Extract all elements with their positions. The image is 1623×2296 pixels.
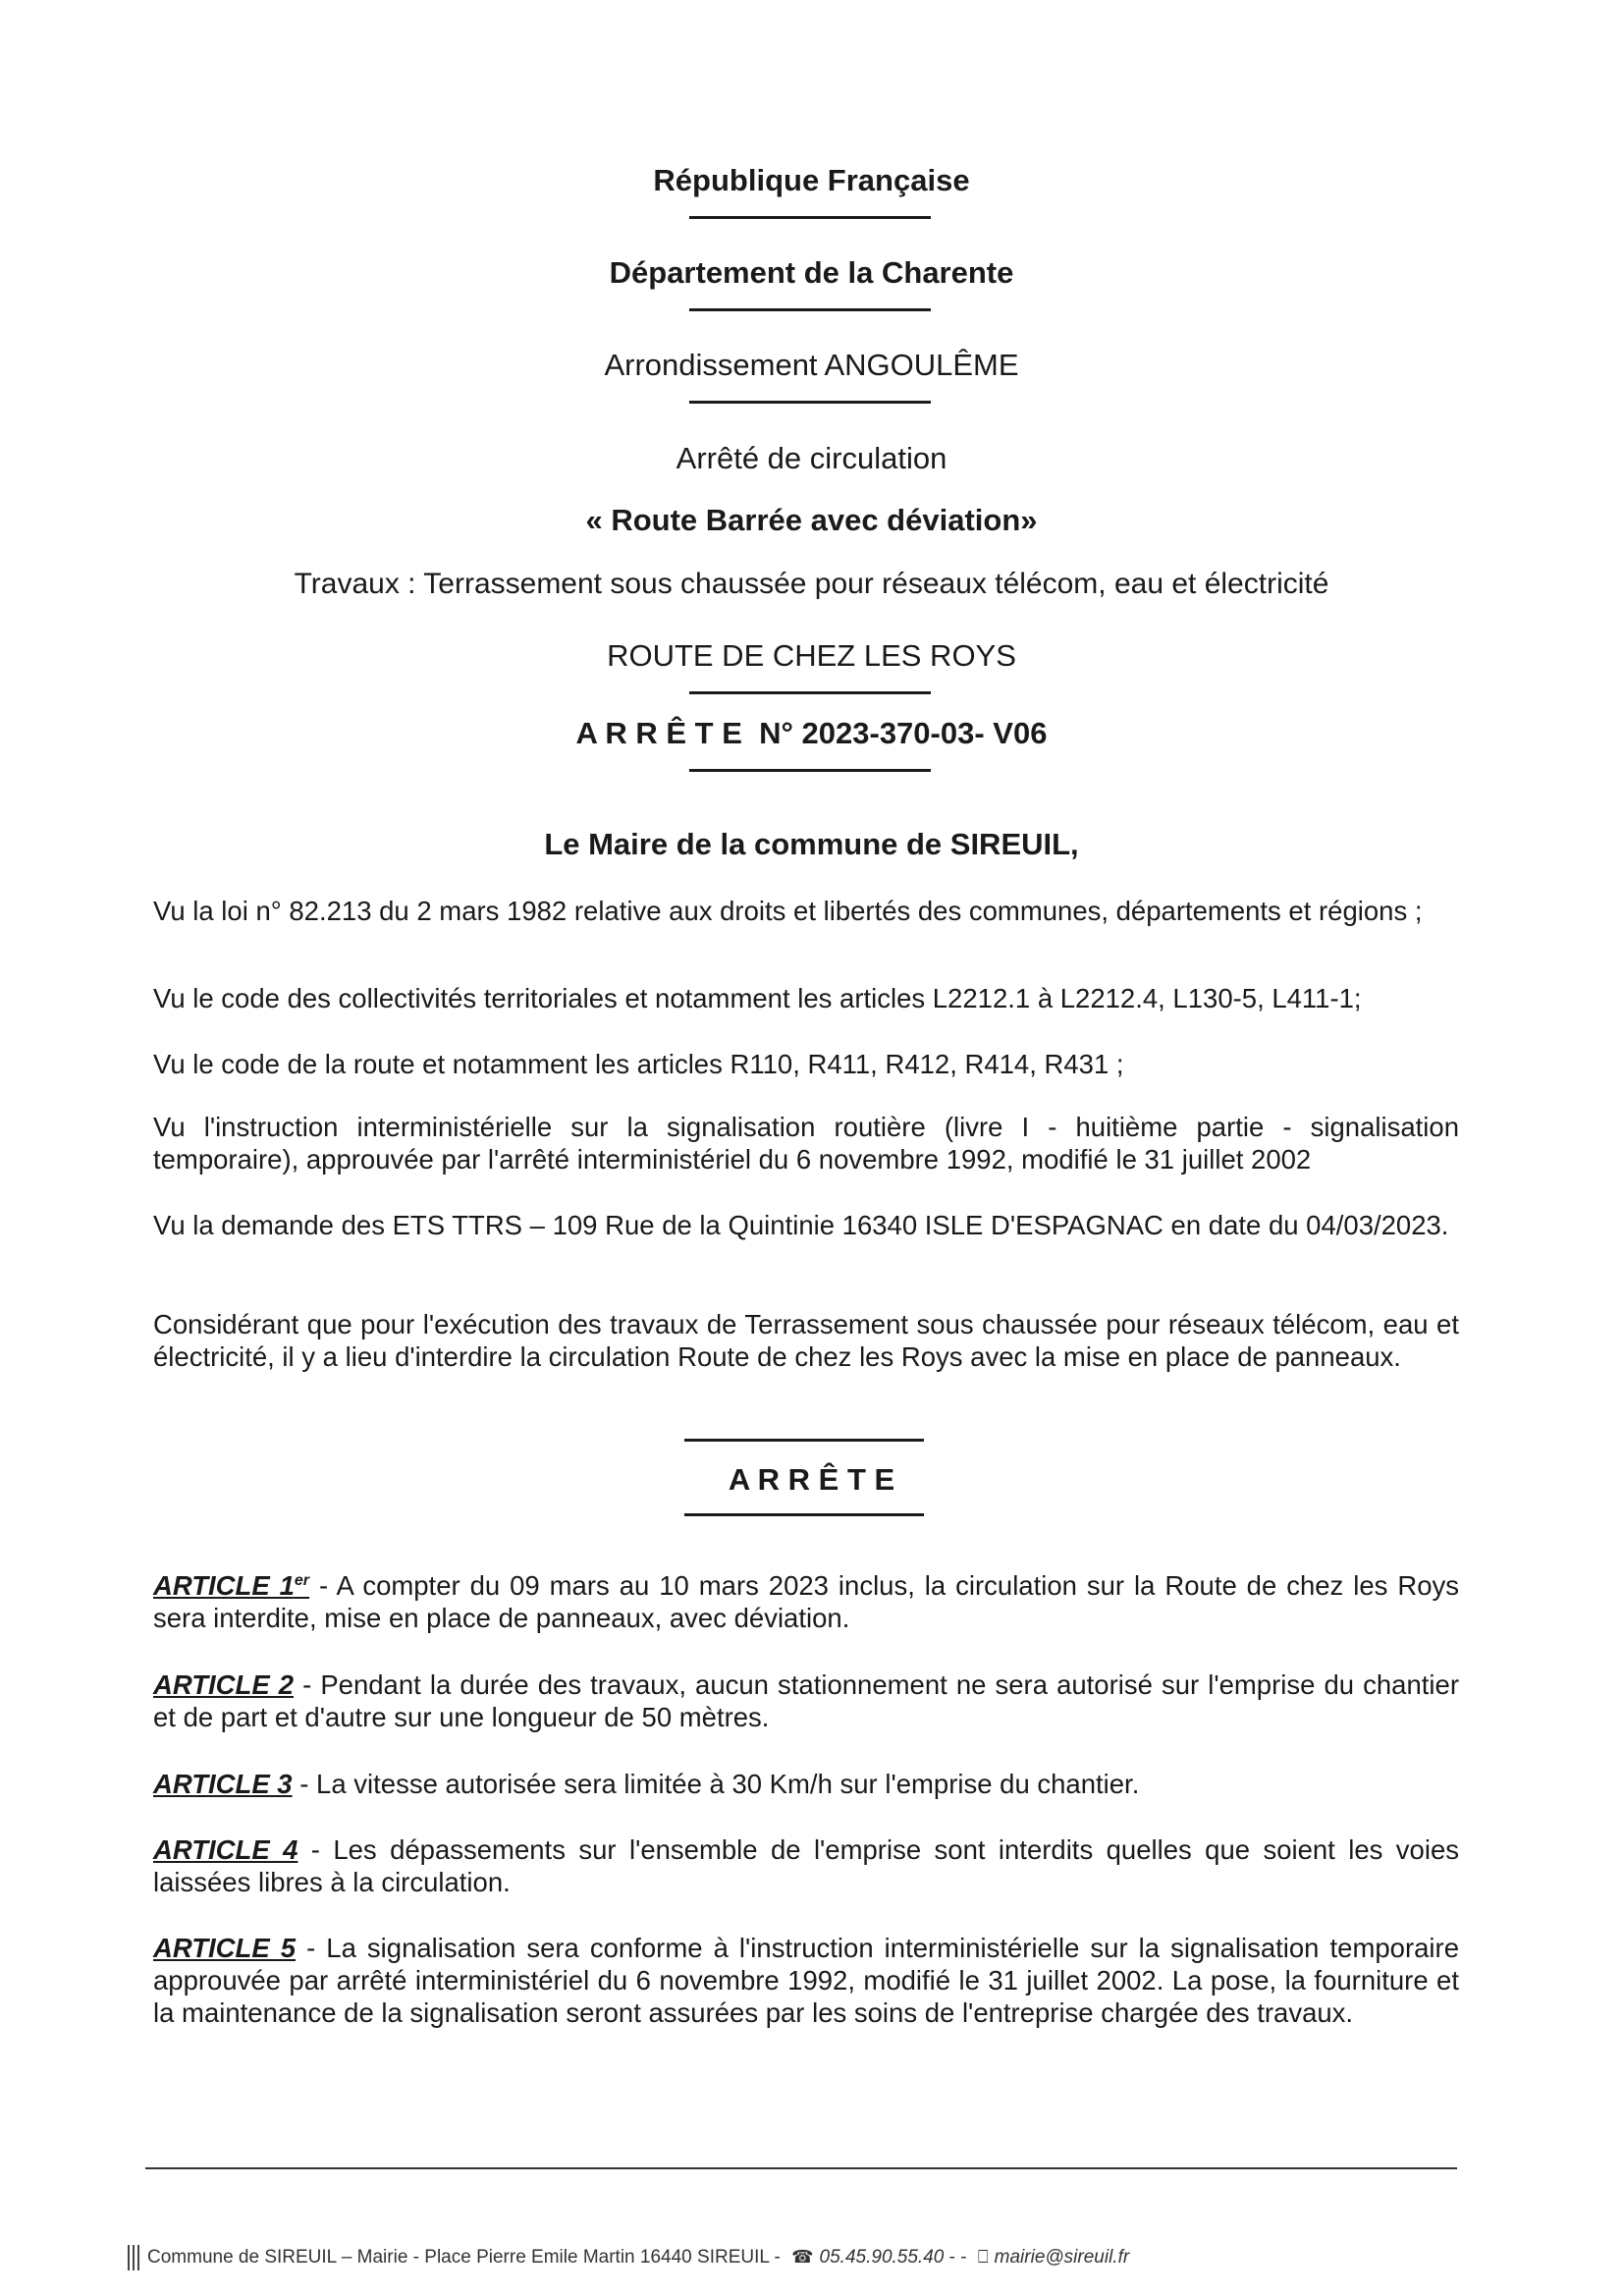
travaux-description: Travaux : Terrassement sous chaussée pour réseaux télécom, eau et électricité: [294, 568, 1329, 600]
considerant-paragraph: Vu la demande des ETS TTRS – 109 Rue de la Quintinie 16340 ISLE D'ESPAGNAC en date du 04/03/2023.: [153, 1210, 1449, 1240]
footer-divider: [145, 2167, 1457, 2169]
departement-heading: Département de la Charente: [609, 255, 1014, 290]
divider: [689, 401, 931, 404]
republique-heading: République Française: [653, 163, 970, 197]
article-label: ARTICLE 3: [153, 1769, 293, 1799]
footer-separator: - -: [944, 2247, 972, 2268]
divider: [689, 308, 931, 311]
arrete-objet: « Route Barrée avec déviation»: [585, 503, 1038, 537]
article-4: [153, 1833, 1459, 1898]
footer: [128, 2245, 1129, 2270]
barcode-mark-icon: [128, 2245, 141, 2270]
footer-phone: 05.45.90.55.40: [819, 2247, 945, 2268]
phone-icon: ☎: [791, 2247, 814, 2267]
divider: [684, 1439, 924, 1442]
article-text: - La signalisation sera conforme à l'instruction interministérielle sur la signalisation temporaire approuvée par arrêté interministériel du 6 novembre 1992, modifié le 31 juillet 2002. La pose, la fourniture et la maintenance de la signalisation seront assurées par les soins de l'entreprise chargée des travaux.: [153, 1933, 1459, 2028]
considerant-paragraph: Considérant que pour l'exécution des travaux de Terrassement sous chaussée pour réseaux télécom, eau et électricité, il y a lieu d'interdire la circulation Route de chez les Roys avec la mise en place de panneaux.: [153, 1309, 1459, 1372]
divider: [689, 216, 931, 219]
arrete-type: Arrêté de circulation: [676, 441, 947, 475]
article-label: ARTICLE 4: [153, 1834, 298, 1865]
footer-email[interactable]: mairie@sireuil.fr: [994, 2247, 1130, 2268]
article-5: [153, 1932, 1459, 2029]
footer-address: Commune de SIREUIL – Mairie - Place Pierre Emile Martin 16440 SIREUIL -: [147, 2247, 786, 2268]
computer-icon: ⎕: [977, 2247, 989, 2267]
article-2: [153, 1668, 1459, 1733]
article-label: ARTICLE 1er: [153, 1570, 310, 1601]
article-label: ARTICLE 2: [153, 1669, 295, 1700]
article-1: [153, 1569, 1459, 1634]
article-text: - A compter du 09 mars au 10 mars 2023 inclus, la circulation sur la Route de chez les Roys sera interdite, mise en place de panneaux, avec déviation.: [153, 1570, 1459, 1633]
voie-name: ROUTE DE CHEZ LES ROYS: [607, 638, 1016, 673]
arrete-heading: A R R Ê T E: [728, 1462, 895, 1497]
considerant-paragraph: Vu le code des collectivités territoriales et notamment les articles L2212.1 à L2212.4, L130-5, L411-1;: [153, 983, 1362, 1013]
article-text: - Les dépassements sur l'ensemble de l'emprise sont interdits quelles que soient les voies laissées libres à la circulation.: [153, 1834, 1459, 1897]
considerant-paragraph: Vu la loi n° 82.213 du 2 mars 1982 relative aux droits et libertés des communes, départements et régions ;: [153, 896, 1423, 926]
considerant-paragraph: Vu l'instruction interministérielle sur la signalisation routière (livre I - huitième partie - signalisation temporaire), approuvée par l'arrêté interministériel du 6 novembre 1992, modifié le 31 juillet 2002: [153, 1112, 1459, 1175]
article-text: - Pendant la durée des travaux, aucun stationnement ne sera autorisé sur l'emprise du chantier et de part et d'autre sur une longueur de 50 mètres.: [153, 1669, 1459, 1732]
considerant-paragraph: Vu le code de la route et notamment les articles R110, R411, R412, R414, R431 ;: [153, 1049, 1124, 1079]
article-text: - La vitesse autorisée sera limitée à 30 Km/h sur l'emprise du chantier.: [292, 1769, 1140, 1799]
divider: [689, 769, 931, 772]
article-label: ARTICLE 5: [153, 1933, 297, 1963]
maire-heading: Le Maire de la commune de SIREUIL,: [544, 827, 1079, 861]
arrete-numero: A R R Ê T E N° 2023-370-03- V06: [575, 716, 1048, 750]
arrondissement-heading: Arrondissement ANGOULÊME: [604, 348, 1019, 382]
divider: [689, 691, 931, 694]
article-3: [153, 1768, 1459, 1800]
divider: [684, 1513, 924, 1516]
